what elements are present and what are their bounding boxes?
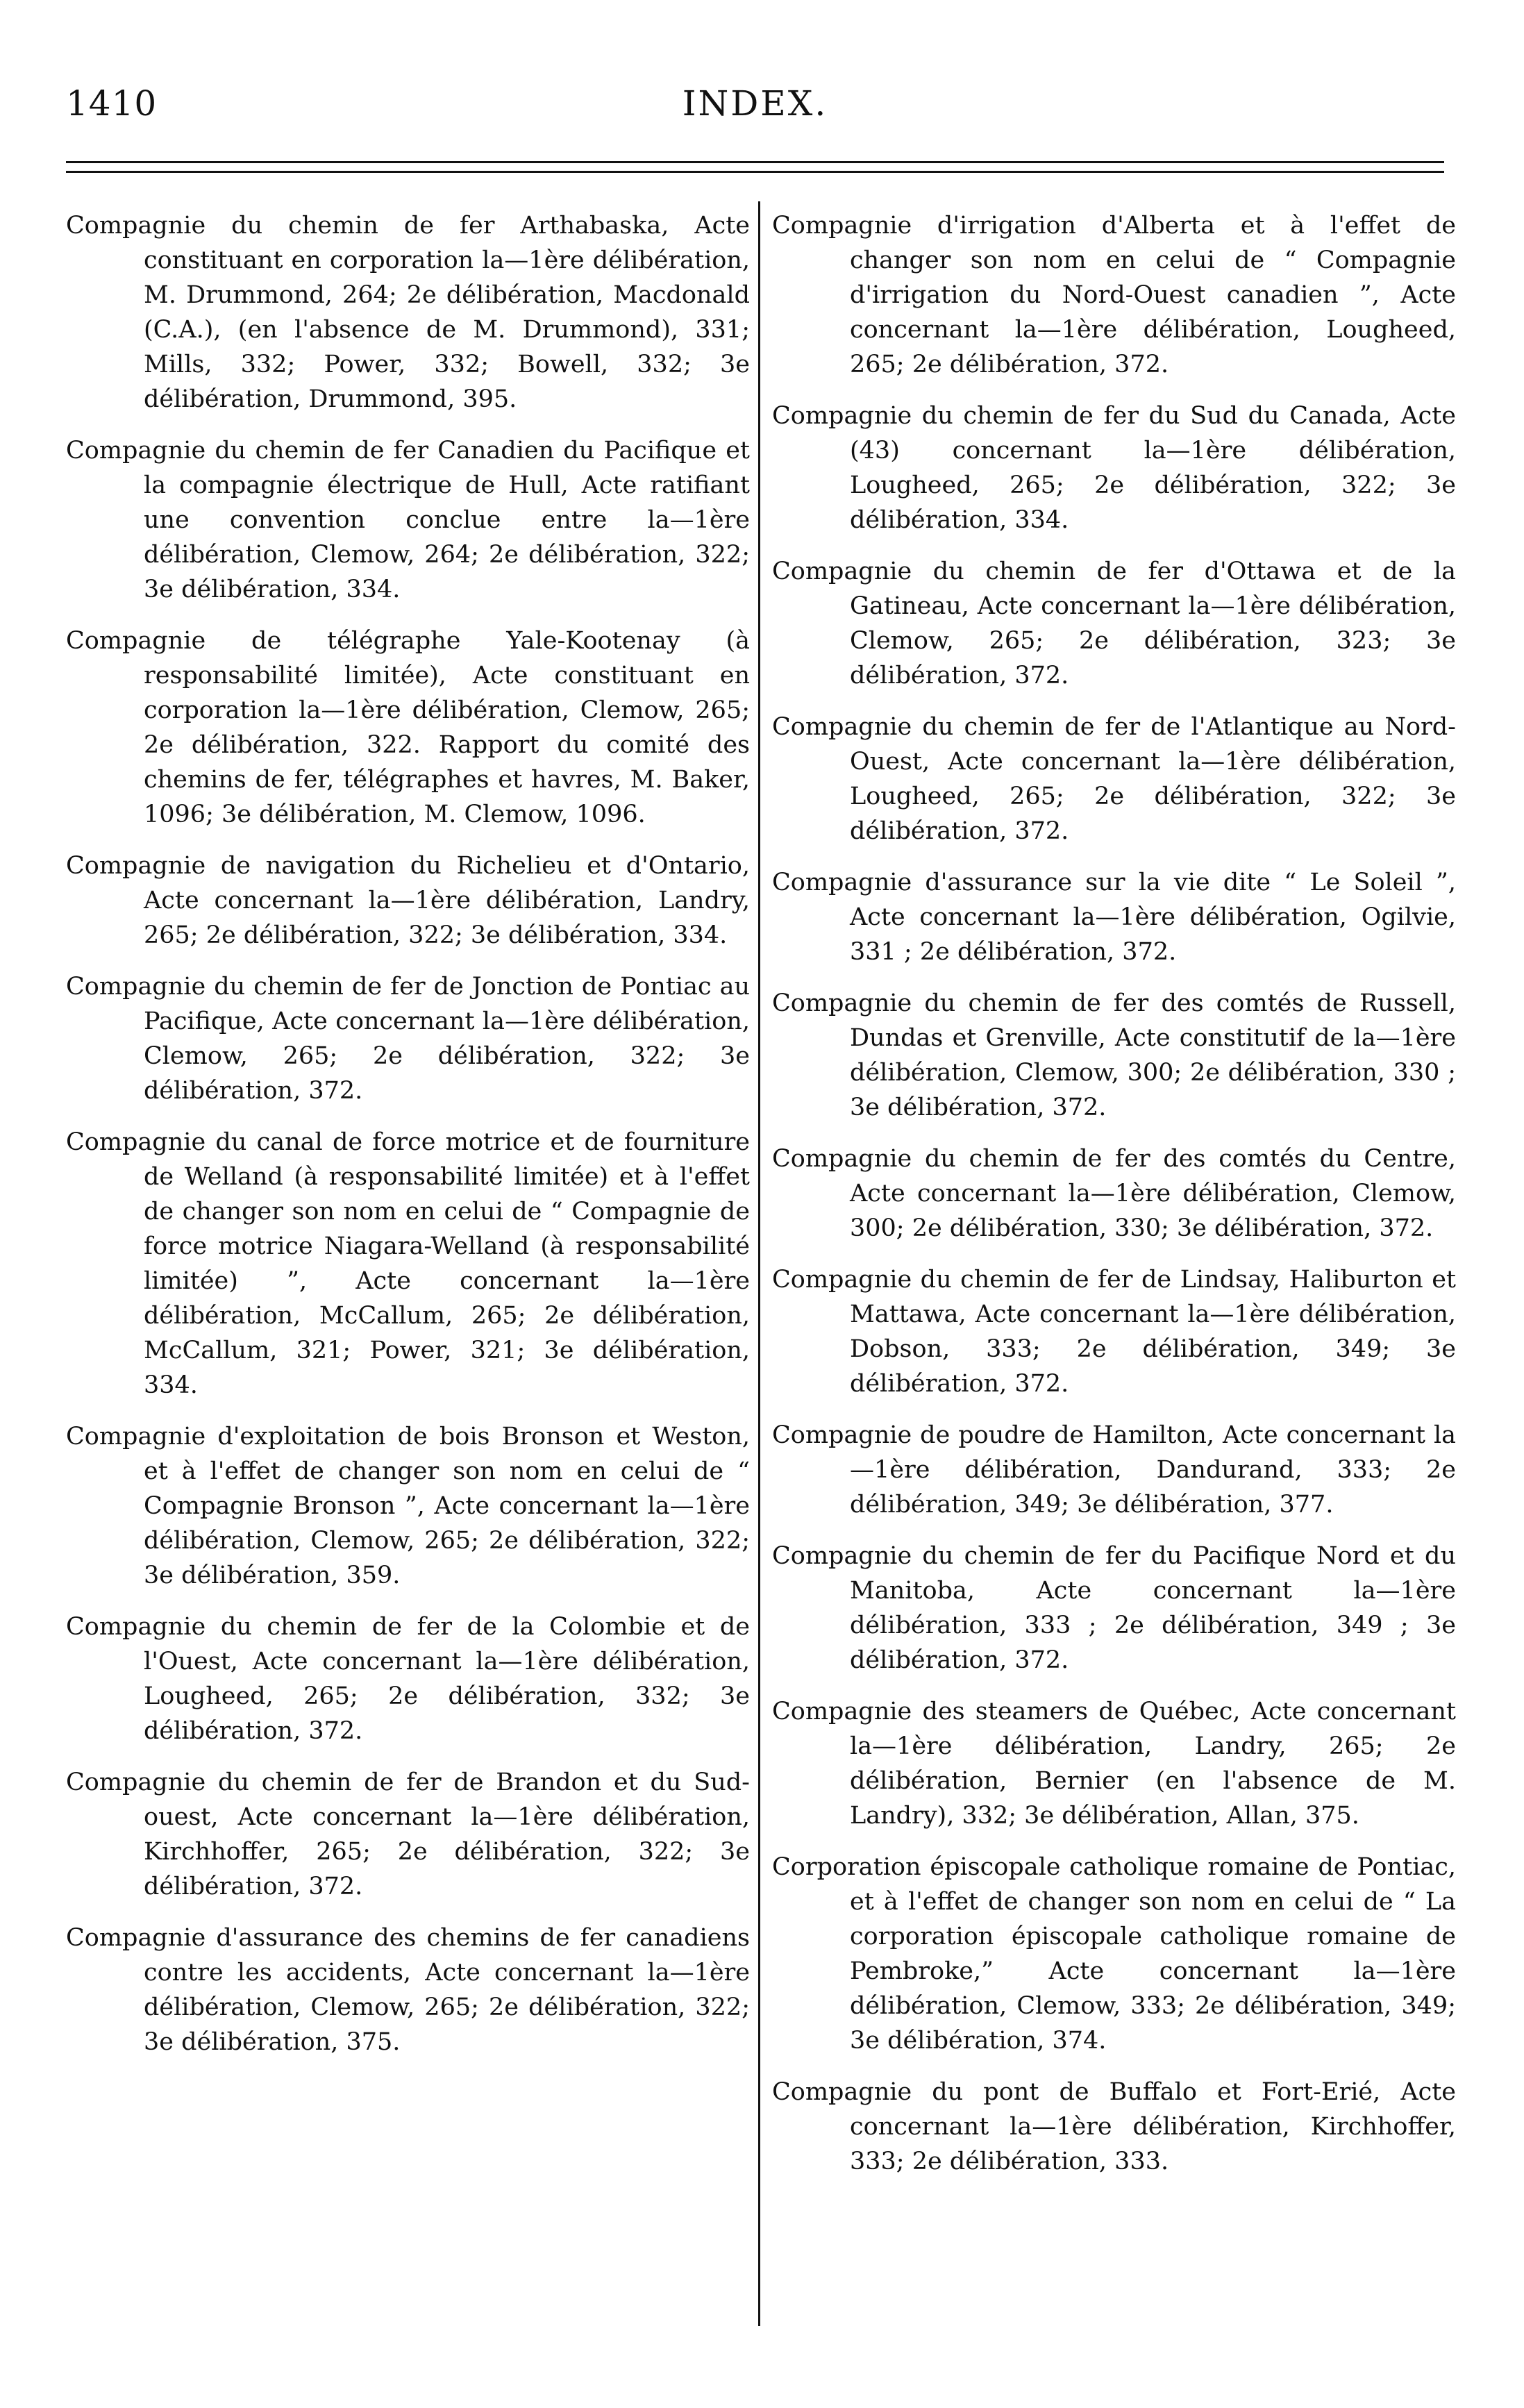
index-entry: Compagnie du chemin de fer Canadien du Pacifique et la compagnie électrique de Hull, Acte ratifiant une convention conclue entre la—1ère délibération, Clemow, 264; 2e délibération, 322; 3e délibération, 334. — [66, 437, 750, 603]
index-entry: Compagnie du chemin de fer de l'Atlantique au Nord-Ouest, Acte concernant la—1ère délibération, Lougheed, 265; 2e délibération, 322; 3e délibération, 372. — [772, 713, 1456, 845]
index-entry: Compagnie du canal de force motrice et de fourniture de Welland (à responsabilité limitée) et à l'effet de changer son nom en celui de “ Compagnie de force motrice Niagara-Welland (à responsabilité limitée) ”, Acte concernant la—1ère délibération, McCallum, 265; 2e délibération, McCallum, 321; Power, 321; 3e délibération, 334. — [66, 1128, 750, 1399]
index-entry: Compagnie du chemin de fer de Jonction de Pontiac au Pacifique, Acte concernant la—1ère délibération, Clemow, 265; 2e délibération, 322; 3e délibération, 372. — [66, 973, 750, 1105]
index-entry: Compagnie d'assurance des chemins de fer canadiens contre les accidents, Acte concernant la—1ère délibération, Clemow, 265; 2e délibération, 322; 3e délibération, 375. — [66, 1924, 750, 2056]
index-entry: Compagnie du chemin de fer des comtés du Centre, Acte concernant la—1ère délibération, Clemow, 300; 2e délibération, 330; 3e délibération, 372. — [772, 1145, 1456, 1242]
index-entry: Compagnie du chemin de fer des comtés de Russell, Dundas et Grenville, Acte constitutif de la—1ère délibération, Clemow, 300; 2e délibération, 330 ; 3e délibération, 372. — [772, 989, 1456, 1121]
index-entry: Compagnie du chemin de fer Arthabaska, Acte constituant en corporation la—1ère délibération, M. Drummond, 264; 2e délibération, Macdonald (C.A.), (en l'absence de M. Drummond), 331; Mills, 332; Power, 332; Bowell, 332; 3e délibération, Drummond, 395. — [66, 212, 750, 413]
index-entry: Compagnie du pont de Buffalo et Fort-Erié, Acte concernant la—1ère délibération, Kirchhoffer, 333; 2e délibération, 333. — [772, 2078, 1456, 2175]
index-entry: Compagnie des steamers de Québec, Acte concernant la—1ère délibération, Landry, 265; 2e délibération, Bernier (en l'absence de M. Landry), 332; 3e délibération, Allan, 375. — [772, 1698, 1456, 1830]
page-number: 1410 — [66, 83, 158, 124]
index-entry: Compagnie d'irrigation d'Alberta et à l'effet de changer son nom en celui de “ Compagnie d'irrigation du Nord-Ouest canadien ”, Acte concernant la—1ère délibération, Lougheed, 265; 2e délibération, 372. — [772, 212, 1456, 378]
index-entry: Compagnie du chemin de fer du Sud du Canada, Acte (43) concernant la—1ère délibération, Lougheed, 265; 2e délibération, 322; 3e délibération, 334. — [772, 402, 1456, 534]
index-entry: Compagnie de poudre de Hamilton, Acte concernant la—1ère délibération, Dandurand, 333; 2e délibération, 349; 3e délibération, 377. — [772, 1421, 1456, 1519]
left-column — [66, 208, 750, 2076]
right-column — [772, 208, 1456, 2196]
index-entry: Compagnie d'exploitation de bois Bronson et Weston, et à l'effet de changer son nom en celui de “ Compagnie Bronson ”, Acte concernant la—1ère délibération, Clemow, 265; 2e délibération, 322; 3e délibération, 359. — [66, 1423, 750, 1589]
index-entry: Compagnie du chemin de fer de Brandon et du Sud-ouest, Acte concernant la—1ère délibération, Kirchhoffer, 265; 2e délibération, 322; 3e délibération, 372. — [66, 1769, 750, 1900]
page-header — [66, 83, 1444, 139]
header-rule-bottom — [66, 171, 1444, 173]
page-title: INDEX. — [682, 83, 828, 124]
index-entry: Compagnie du chemin de fer d'Ottawa et de la Gatineau, Acte concernant la—1ère délibération, Clemow, 265; 2e délibération, 323; 3e délibération, 372. — [772, 558, 1456, 689]
index-entry: Corporation épiscopale catholique romaine de Pontiac, et à l'effet de changer son nom en celui de “ La corporation épiscopale catholique romaine de Pembroke,” Acte concernant la—1ère délibération, Clemow, 333; 2e délibération, 349; 3e délibération, 374. — [772, 1853, 1456, 2055]
header-rule-top — [66, 161, 1444, 163]
index-entry: Compagnie du chemin de fer du Pacifique Nord et du Manitoba, Acte concernant la—1ère délibération, 333 ; 2e délibération, 349 ; 3e délibération, 372. — [772, 1542, 1456, 1674]
column-divider — [758, 201, 760, 2326]
index-entry: Compagnie d'assurance sur la vie dite “ Le Soleil ”, Acte concernant la—1ère délibération, Ogilvie, 331 ; 2e délibération, 372. — [772, 869, 1456, 966]
index-entry: Compagnie du chemin de fer de Lindsay, Haliburton et Mattawa, Acte concernant la—1ère délibération, Dobson, 333; 2e délibération, 349; 3e délibération, 372. — [772, 1266, 1456, 1398]
index-entry: Compagnie de télégraphe Yale-Kootenay (à responsabilité limitée), Acte constituant en corporation la—1ère délibération, Clemow, 265; 2e délibération, 322. Rapport du comité des chemins de fer, télégraphes et havres, M. Baker, 1096; 3e délibération, M. Clemow, 1096. — [66, 627, 750, 828]
index-entry: Compagnie de navigation du Richelieu et d'Ontario, Acte concernant la—1ère délibération, Landry, 265; 2e délibération, 322; 3e délibération, 334. — [66, 852, 750, 949]
index-entry: Compagnie du chemin de fer de la Colombie et de l'Ouest, Acte concernant la—1ère délibération, Lougheed, 265; 2e délibération, 332; 3e délibération, 372. — [66, 1613, 750, 1745]
